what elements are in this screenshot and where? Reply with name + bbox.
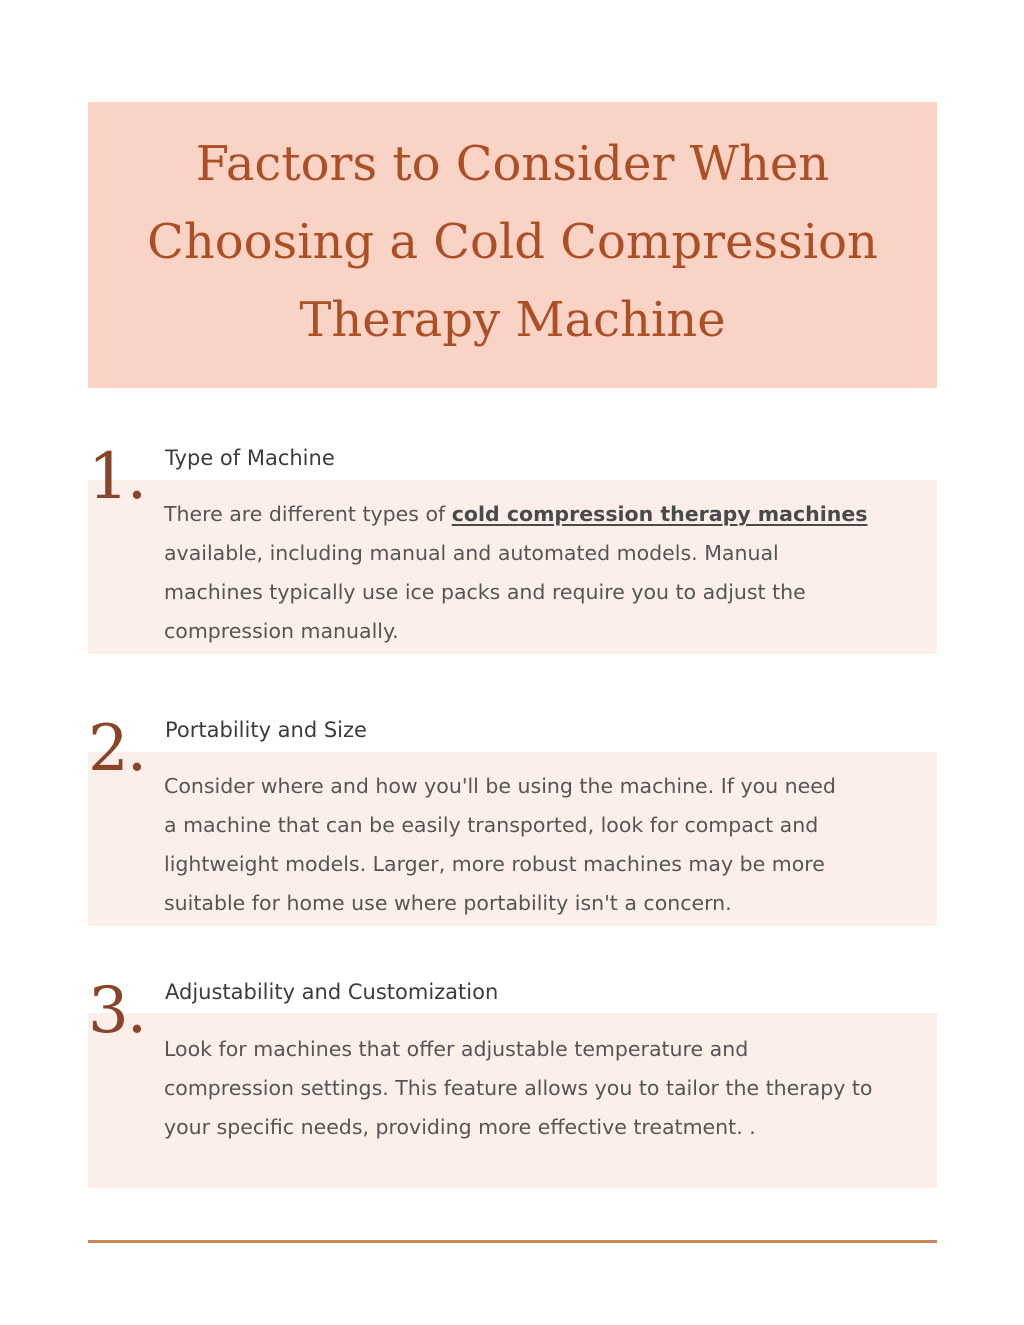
- section-1-line-4: compression manually.: [164, 619, 399, 643]
- section-3-line-3: your specific needs, providing more effective treatment. .: [164, 1115, 756, 1139]
- page-title-line-3: Therapy Machine: [299, 292, 726, 348]
- page-title-line-1: Factors to Consider When: [195, 136, 830, 192]
- section-1-line-3: machines typically use ice packs and require you to adjust the: [164, 580, 806, 604]
- section-1-paragraph: [164, 495, 867, 651]
- section-2-line-3: lightweight models. Larger, more robust machines may be more: [164, 852, 825, 876]
- section-2-paragraph: [164, 767, 836, 923]
- section-2-line-4: suitable for home use where portability isn't a concern.: [164, 891, 732, 915]
- section-2-heading: Portability and Size: [165, 718, 367, 742]
- footer-divider: [88, 1240, 937, 1243]
- section-3-line-2: compression settings. This feature allows you to tailor the therapy to: [164, 1076, 873, 1100]
- section-1-heading: Type of Machine: [165, 446, 335, 470]
- cold-compression-link[interactable]: cold compression therapy machines: [451, 502, 868, 526]
- section-3-number: 3.: [88, 974, 146, 1048]
- section-1-number: 1.: [88, 440, 146, 514]
- section-2-line-1: Consider where and how you'll be using the machine. If you need: [164, 774, 836, 798]
- section-1-line-1-text: There are different types of: [164, 502, 452, 526]
- section-1-line-2: available, including manual and automated models. Manual: [164, 541, 779, 565]
- section-3-paragraph: [164, 1030, 872, 1147]
- page-title-line-2: Choosing a Cold Compression: [147, 214, 878, 270]
- section-2-line-2: a machine that can be easily transported, look for compact and: [164, 813, 819, 837]
- section-3-line-1: Look for machines that offer adjustable temperature and: [164, 1037, 749, 1061]
- section-3-heading: Adjustability and Customization: [165, 980, 499, 1004]
- section-1-line-1: [164, 495, 867, 534]
- section-2-number: 2.: [88, 712, 146, 786]
- title-banner: [88, 102, 937, 388]
